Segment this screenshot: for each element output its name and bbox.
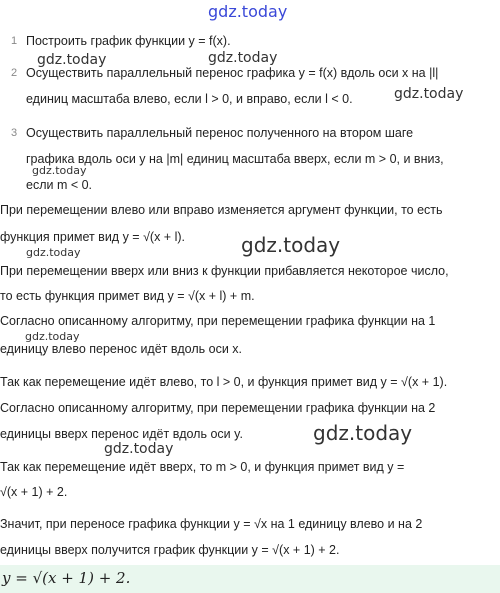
watermark: gdz.today	[25, 330, 80, 343]
step-number: 1	[11, 35, 18, 47]
watermark: gdz.today	[313, 421, 413, 445]
watermark: gdz.today	[241, 233, 341, 257]
watermark: gdz.today	[26, 246, 81, 259]
step-text: Построить график функции y = f(x).	[26, 34, 231, 48]
watermark: gdz.today	[104, 441, 174, 457]
paragraph-line: Так как перемещение идёт влево, то l > 0, и функция примет вид y = √(x + 1).	[0, 375, 448, 389]
paragraph-line: Согласно описанному алгоритму, при перемещении графика функции на 1	[0, 314, 436, 328]
answer-box	[0, 565, 500, 593]
paragraph-line: Так как перемещение идёт вверх, то m > 0, и функция примет вид y =	[0, 460, 405, 474]
paragraph-line: Значит, при переносе графика функции y = √x на 1 единицу влево и на 2	[0, 517, 423, 531]
paragraph-line: единицы вверх перенос идёт вдоль оси y.	[0, 427, 243, 441]
paragraph-line: функция примет вид y = √(x + l).	[0, 230, 185, 244]
step-text: Осуществить параллельный перенос полученного на втором шаге	[26, 126, 414, 140]
paragraph-line: √(x + 1) + 2.	[0, 485, 68, 499]
step-text: графика вдоль оси y на |m| единиц масштаба вверх, если m > 0, и вниз,	[26, 152, 444, 166]
step-text: Осуществить параллельный перенос графика y = f(x) вдоль оси x на |l|	[26, 66, 439, 80]
paragraph-line: единицу влево перенос идёт вдоль оси x.	[0, 342, 243, 356]
paragraph-line: единицы вверх получится график функции y = √(x + 1) + 2.	[0, 543, 340, 557]
paragraph-line: При перемещении вверх или вниз к функции прибавляется некоторое число,	[0, 264, 449, 278]
step-text: если m < 0.	[26, 178, 93, 192]
paragraph-line: то есть функция примет вид y = √(x + l) + m.	[0, 289, 255, 303]
watermark: gdz.today	[32, 164, 87, 177]
watermark-top: gdz.today	[208, 2, 288, 21]
step-number: 2	[11, 67, 18, 79]
answer-formula: y = √(x + 1) + 2.	[2, 569, 131, 587]
paragraph-line: При перемещении влево или вправо изменяется аргумент функции, то есть	[0, 203, 443, 217]
step-text: единиц масштаба влево, если l > 0, и вправо, если l < 0.	[26, 92, 353, 106]
step-number: 3	[11, 127, 18, 139]
watermark: gdz.today	[394, 86, 464, 102]
watermark: gdz.today	[37, 52, 107, 68]
paragraph-line: Согласно описанному алгоритму, при перемещении графика функции на 2	[0, 401, 436, 415]
watermark: gdz.today	[208, 50, 278, 66]
